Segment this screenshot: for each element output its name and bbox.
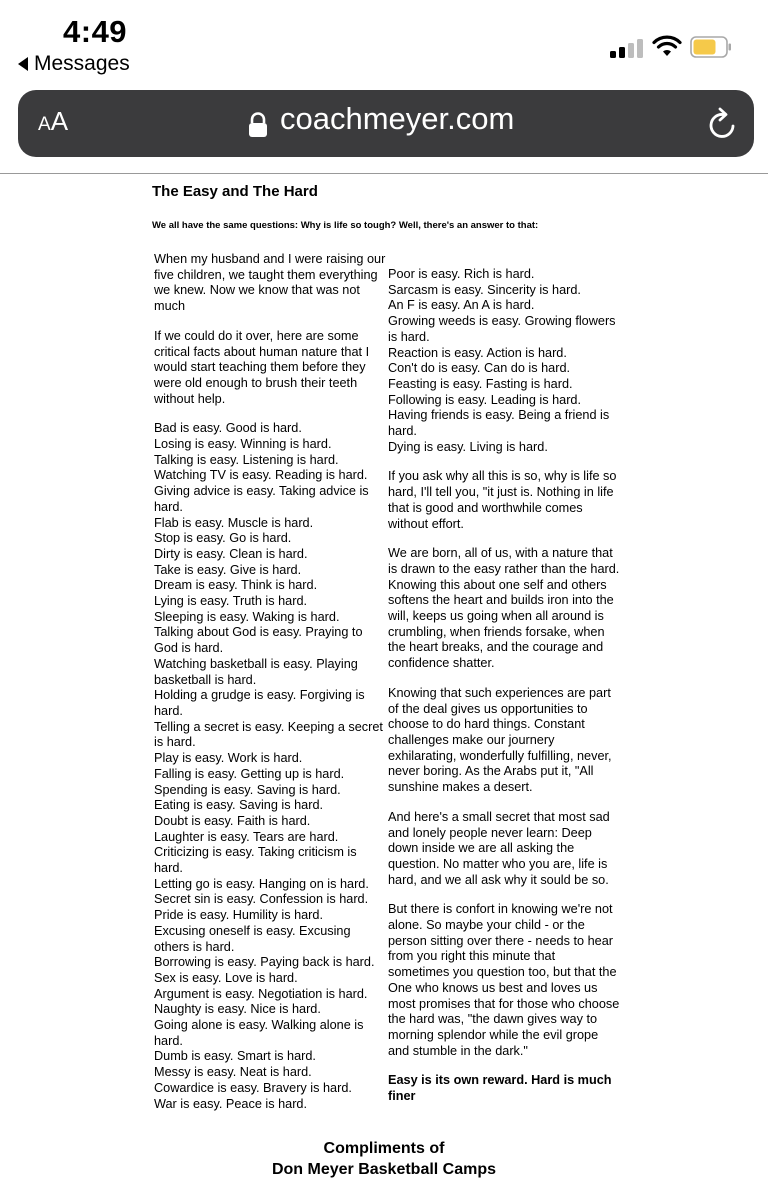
list-line: Play is easy. Work is hard. xyxy=(154,751,303,766)
wifi-icon xyxy=(652,34,682,58)
list-line: Following is easy. Leading is hard. xyxy=(388,392,582,407)
right-paragraph-4: And here's a small secret that most sad and lonely people never learn: Deep down inside we are all asking the question. No matter who you are, life is hard, and we all ask why it sould be so. xyxy=(388,809,610,887)
list-line: Stop is easy. Go is hard. xyxy=(154,531,292,546)
list-line: Cowardice is easy. Bravery is hard. xyxy=(154,1080,352,1095)
clock-time: 4:49 xyxy=(63,14,128,49)
list-line: Dirty is easy. Clean is hard. xyxy=(154,546,308,561)
cellular-signal-icon xyxy=(610,38,646,58)
list-line: Bad is easy. Good is hard. xyxy=(154,421,302,436)
list-line: others is hard. xyxy=(154,939,235,954)
list-line: Con't do is easy. Can do is hard. xyxy=(388,361,571,376)
right-column xyxy=(388,267,624,1105)
list-line: Pride is easy. Humility is hard. xyxy=(154,908,323,923)
list-line: Sleeping is easy. Waking is hard. xyxy=(154,609,340,624)
list-line: hard. xyxy=(154,703,183,718)
footer-line-2: Don Meyer Basketball Camps xyxy=(271,1161,497,1178)
list-line: Reaction is easy. Action is hard. xyxy=(388,345,567,360)
right-paragraph-5: But there is confort in knowing we're not alone. So maybe your child - or the person sitting over there - needs to hear from you right this minute that sometimes you question too, but that the One who knows us best and loves us most promises that for those who choose the hard was, "the dawn gives way to morning splendor while the evil grope and stumble in the dark." xyxy=(388,902,620,1058)
list-line: Going alone is easy. Walking alone is xyxy=(154,1018,364,1033)
browser-address-bar[interactable] xyxy=(18,90,754,157)
list-line: Criticizing is easy. Taking criticism is xyxy=(154,845,357,860)
list-line: Laughter is easy. Tears are hard. xyxy=(154,829,339,844)
list-line: Doubt is easy. Faith is hard. xyxy=(154,813,311,828)
right-paragraph-3: Knowing that such experiences are part of the deal gives us opportunities to choose to do hard things. Constant challenges make our journery exhilarating, wonderfully fulfilling, never, never boring. As the Arabs put it, "All sunshine makes a desert. xyxy=(388,685,612,795)
status-bar xyxy=(0,0,768,80)
lock-icon xyxy=(248,112,268,138)
list-line: hard. xyxy=(388,424,417,439)
list-line: Argument is easy. Negotiation is hard. xyxy=(154,986,368,1001)
list-line: Dumb is easy. Smart is hard. xyxy=(154,1049,316,1064)
intro-paragraph-1: When my husband and I were raising our five children, we taught them everything we knew. Now we know that was not much xyxy=(154,252,386,314)
list-line: Having friends is easy. Being a friend is xyxy=(388,408,610,423)
list-line: is hard. xyxy=(154,735,196,750)
list-line: Losing is easy. Winning is hard. xyxy=(154,437,332,452)
left-column xyxy=(154,252,390,1112)
list-line: Telling a secret is easy. Keeping a secret xyxy=(154,719,383,734)
list-line: Lying is easy. Truth is hard. xyxy=(154,594,308,609)
list-line: hard. xyxy=(154,499,183,514)
back-arrow-icon xyxy=(18,57,28,71)
list-line: Flab is easy. Muscle is hard. xyxy=(154,515,314,530)
closing-line: Easy is its own reward. Hard is much finer xyxy=(388,1073,612,1104)
list-line: Poor is easy. Rich is hard. xyxy=(388,267,535,281)
list-line: Take is easy. Give is hard. xyxy=(154,562,302,577)
list-line: hard. xyxy=(154,861,183,876)
list-line: Watching TV is easy. Reading is hard. xyxy=(154,468,368,483)
list-line: God is hard. xyxy=(154,641,224,656)
list-line: Messy is easy. Neat is hard. xyxy=(154,1065,312,1080)
list-line: Letting go is easy. Hanging on is hard. xyxy=(154,876,369,891)
list-line: Talking is easy. Listening is hard. xyxy=(154,452,339,467)
list-line: Secret sin is easy. Confession is hard. xyxy=(154,892,369,907)
list-line: Sex is easy. Love is hard. xyxy=(154,970,298,985)
list-line: Giving advice is easy. Taking advice is xyxy=(154,484,369,499)
list-line: hard. xyxy=(154,1033,183,1048)
list-line: Dying is easy. Living is hard. xyxy=(388,439,548,454)
web-page xyxy=(0,174,768,1200)
list-line: Sarcasm is easy. Sincerity is hard. xyxy=(388,282,581,297)
url-text[interactable]: coachmeyer.com xyxy=(280,101,515,136)
list-line: Spending is easy. Saving is hard. xyxy=(154,782,341,797)
list-line: Feasting is easy. Fasting is hard. xyxy=(388,376,573,391)
article-subtitle: We all have the same questions: Why is life so tough? Well, there's an answer to that: xyxy=(152,220,539,231)
list-line: Holding a grudge is easy. Forgiving is xyxy=(154,688,365,703)
list-line: is hard. xyxy=(388,329,430,344)
list-line: Eating is easy. Saving is hard. xyxy=(154,798,324,813)
list-line: Dream is easy. Think is hard. xyxy=(154,578,318,593)
right-paragraph-2: We are born, all of us, with a nature that is drawn to the easy rather than the hard. Knowing this about one self and others softens the heart and builds iron into the will, keeps us going when all around is crumbling, when friends forsake, when the heart breaks, and the courage and confidence shatter. xyxy=(388,546,620,671)
back-label: Messages xyxy=(34,52,130,75)
back-to-messages-button[interactable] xyxy=(18,52,130,76)
list-line: Growing weeds is easy. Growing flowers xyxy=(388,314,616,329)
article-title: The Easy and The Hard xyxy=(152,183,318,200)
list-line: Excusing oneself is easy. Excusing xyxy=(154,923,351,938)
intro-paragraph-2: If we could do it over, here are some critical facts about human nature that I would start teaching them before they were old enough to brush their teeth without help. xyxy=(154,328,370,406)
list-line: Falling is easy. Getting up is hard. xyxy=(154,766,345,781)
list-line: An F is easy. An A is hard. xyxy=(388,298,535,313)
battery-icon xyxy=(690,36,732,58)
footer-line-1: Compliments of xyxy=(323,1140,445,1157)
easy-hard-list-left xyxy=(154,421,390,1112)
list-line: Naughty is easy. Nice is hard. xyxy=(154,1002,321,1017)
list-line: War is easy. Peace is hard. xyxy=(154,1096,308,1111)
easy-hard-list-right xyxy=(388,267,624,455)
right-paragraph-1: If you ask why all this is so, why is life so hard, I'll tell you, "it just is. Nothing in life that is good and worthwhile comes without effort. xyxy=(388,469,617,531)
text-size-button[interactable]: AA xyxy=(38,106,69,136)
list-line: basketball is hard. xyxy=(154,672,257,687)
reload-icon[interactable] xyxy=(706,106,740,142)
list-line: Borrowing is easy. Paying back is hard. xyxy=(154,955,375,970)
list-line: Talking about God is easy. Praying to xyxy=(154,625,363,640)
list-line: Watching basketball is easy. Playing xyxy=(154,656,358,671)
